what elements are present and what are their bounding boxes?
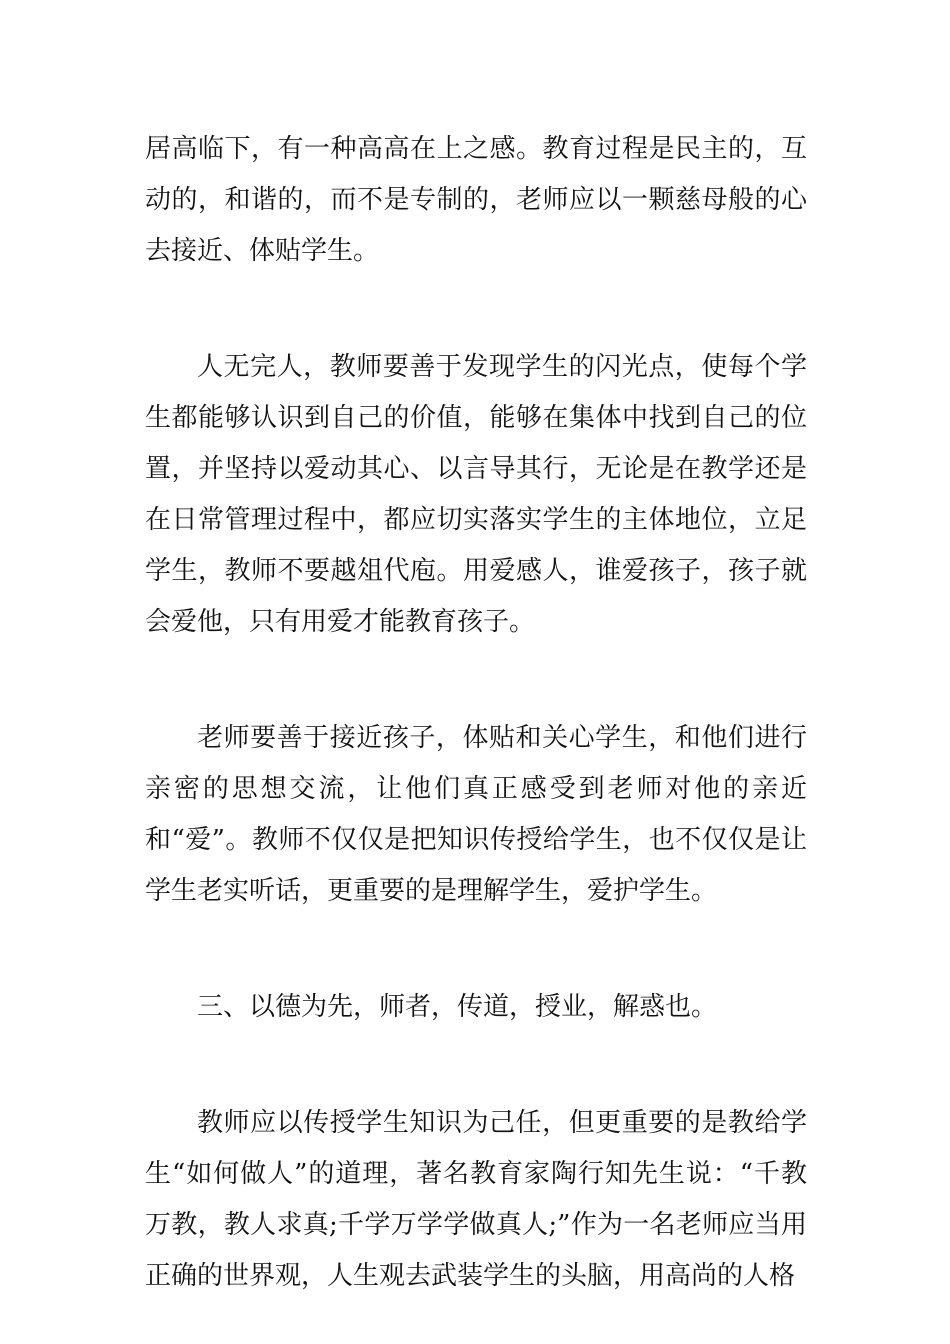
paragraph-2: 人无完人，教师要善于发现学生的闪光点，使每个学生都能够认识到自己的价值，能够在集体中找到自己的位置，并坚持以爱动其心、以言导其行，无论是在教学还是在日常管理过程中，都应切实落实学生的主体地位，立足学生，教师不要越俎代庖。用爱感人，谁爱孩子，孩子就会爱他，只有用爱才能教育孩子。: [145, 352, 807, 637]
paragraph-1: 居高临下，有一种高高在上之感。教育过程是民主的，互动的，和谐的，而不是专制的，老师应以一颗慈母般的心去接近、体贴学生。: [145, 134, 807, 266]
paragraph-3: 老师要善于接近孩子，体贴和关心学生，和他们进行亲密的思想交流，让他们真正感受到老师对他的亲近和“爱”。教师不仅仅是把知识传授给学生，也不仅仅是让学生老实听话，更重要的是理解学生，爱护学生。: [145, 723, 807, 906]
paragraph-4: 教师应以传授学生知识为己任，但更重要的是教给学生“如何做人”的道理，著名教育家陶行知先生说：“千教万教，教人求真;千学万学学做真人;”作为一名老师应当用正确的世界观，人生观去武装学生的头脑，用高尚的人格: [145, 1108, 807, 1291]
section-heading: 三、以德为先，师者，传道，授业，解惑也。: [197, 992, 718, 1022]
document-body: [145, 124, 807, 1302]
